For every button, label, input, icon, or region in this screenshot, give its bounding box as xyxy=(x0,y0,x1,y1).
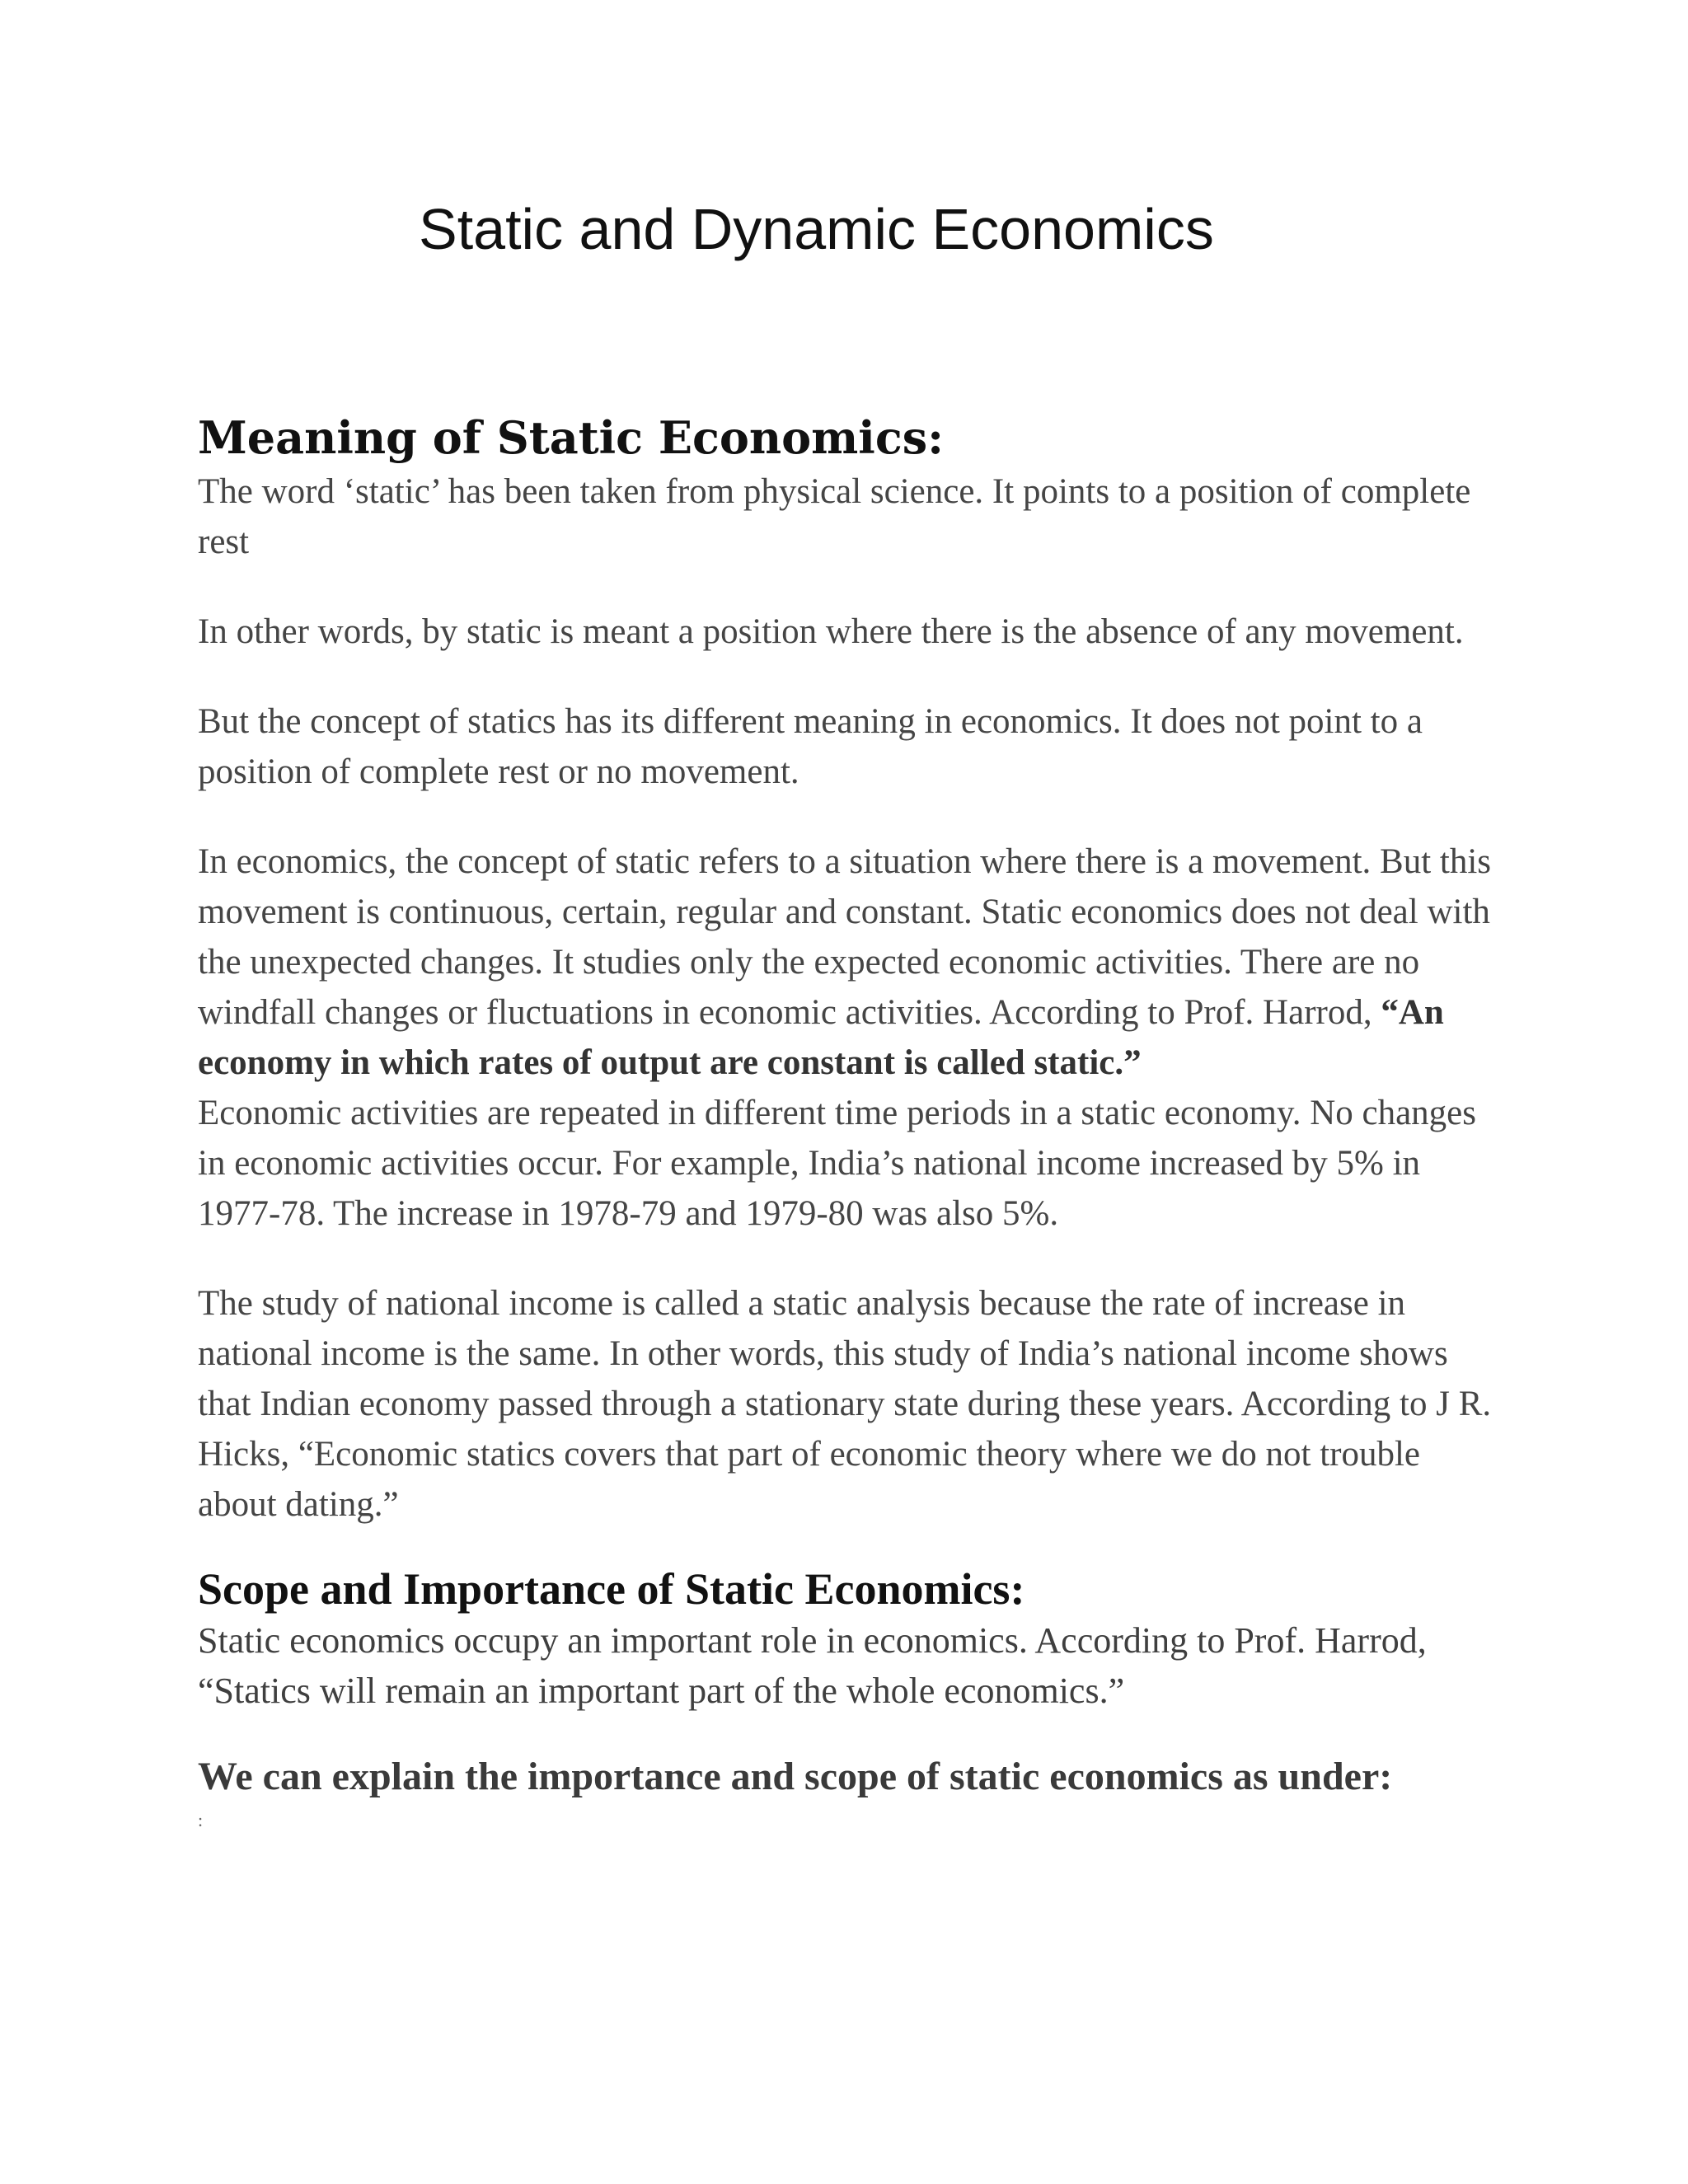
document-title: Static and Dynamic Economics xyxy=(419,197,1214,261)
section-heading-meaning: Meaning of Static Economics: xyxy=(198,411,945,464)
paragraph: The word ‘static’ has been taken from physical science. It points to a position of complete rest xyxy=(198,472,1471,561)
section-heading-scope: Scope and Importance of Static Economics: xyxy=(198,1564,1025,1614)
document-body xyxy=(198,409,1492,1833)
paragraph: In other words, by static is meant a position where there is the absence of any movement. xyxy=(198,612,1464,651)
subheading-explain: We can explain the importance and scope of static economics as under: xyxy=(198,1755,1393,1798)
harrod-quote: “An economy in which rates of output are constant is called static.” xyxy=(198,993,1444,1082)
paragraph: Static economics occupy an important role in economics. According to Prof. Harrod, “Statics will remain an important part of the whole economics.” xyxy=(198,1620,1427,1711)
paragraph: But the concept of statics has its different meaning in economics. It does not point to a position of complete rest or no movement. xyxy=(198,702,1423,791)
trailing-colon: : xyxy=(198,1810,204,1830)
paragraph-with-quote xyxy=(198,837,1492,1088)
paragraph: Economic activities are repeated in different time periods in a static economy. No changes in economic activities occur. For example, India’s national income increased by 5% in 1977-78. The increase in 1978-79 and 1979-80 was also 5%. xyxy=(198,1094,1477,1233)
paragraph-text: In economics, the concept of static refers to a situation where there is a movement. But this movement is continuous, certain, regular and constant. Static economics does not deal with the unexpected changes. It studies only the expected economic activities. There are no windfall changes or fluctuations in economic activities. According to Prof. Harrod, xyxy=(198,842,1492,1032)
paragraph: The study of national income is called a static analysis because the rate of increase in national income is the same. In other words, this study of India’s national income shows that Indian economy passed through a stationary state during these years. According to J R. Hicks, “Economic statics covers that part of economic theory where we do not trouble about dating.” xyxy=(198,1284,1492,1524)
